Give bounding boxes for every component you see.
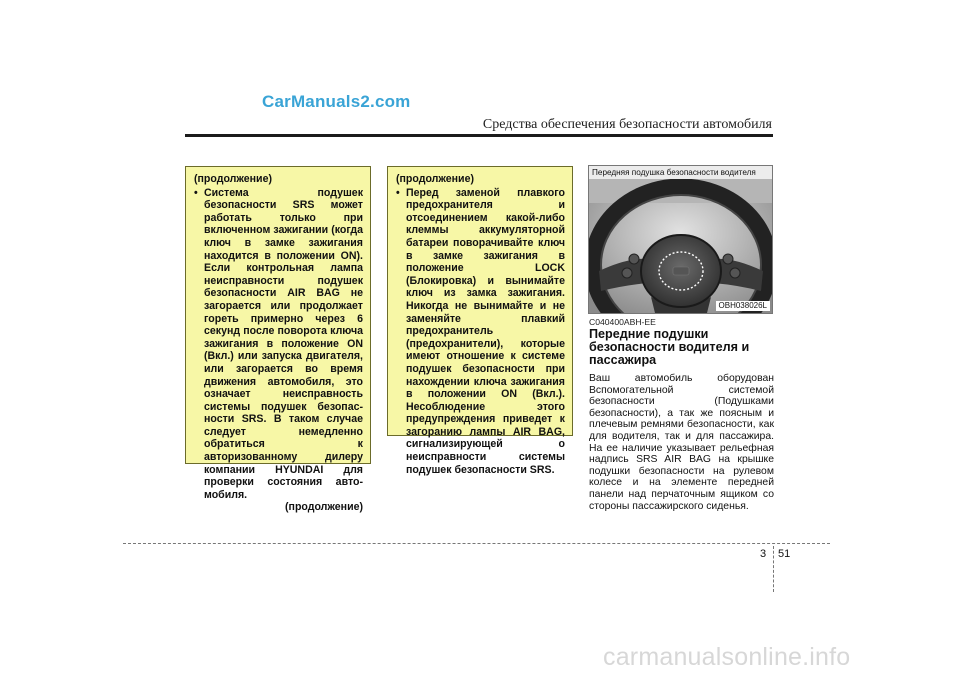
watermark-logo: CarManuals2.com — [262, 92, 411, 111]
notice-bullet-item — [396, 187, 565, 477]
article-body: Ваш автомобиль оборудован Вспомогательной системой безопасности (Подушками безопасности), а так же поясным и плечевым ремнями безопасности, как для водителя, так и для пассажира. На ее наличие указывает рельефная надпись SRS AIR BAG на крышке подушки безопасности на рулевом колесе и на элементе передней панели над перчаточным ящиком со стороны пассажирского сиденья. — [589, 373, 774, 512]
steering-wheel-figure — [588, 165, 773, 314]
article-heading: Передние подушки безопасности водителя и пассажира — [589, 327, 750, 367]
notice-box-srs — [185, 166, 371, 514]
section-title: Средства обеспечения безопасности автомобиля — [482, 117, 772, 132]
footer-rule — [123, 543, 830, 544]
notice-continued-label: (продолжение) — [194, 173, 272, 185]
page-number-divider — [773, 546, 774, 592]
steering-wheel-photo-icon — [589, 179, 772, 313]
notice-continues-label: (продолжение) — [285, 501, 363, 514]
notice-text: Система подушек безопасности SRS может работать только при включенном зажигании (когда ключ в замке зажигания находится в положении ON). Если контрольная лампа неисправности подушек безопасности AIR BAG не загорается или продолжает гореть примерно через 6 секунд после поворота ключа зажигания в положение ON (Вкл.) или запуска двигателя, или загорается во время движения автомобиля, это означает неисправность системы подушек безопас-ности SRS. В таком случае следует немедленно обратиться к авторизованному дилеру компании HYUNDAI для проверки состояния авто-мобиля. — [204, 186, 363, 501]
figure-caption: Передняя подушка безопасности водителя — [589, 166, 772, 180]
notice-bullet-item — [194, 187, 363, 502]
page-number: 51 — [778, 548, 791, 560]
notice-box-fuse — [387, 166, 573, 476]
bullet-icon: • — [396, 186, 400, 199]
article-code: C040400ABH-EE — [589, 317, 656, 327]
figure-code: OBH038026L — [716, 301, 770, 311]
bullet-icon: • — [194, 186, 198, 199]
chapter-number: 3 — [760, 548, 767, 560]
notice-text: Перед заменой плавкого предохранителя и отсоединением какой-либо клеммы аккумуляторной батареи поворачивайте ключ в замке зажигания в положение LOCK (Блокировка) и вынимайте ключ из замка зажигания. Никогда не вынимайте и не заменяйте плавкий предохранитель (предохранители), которые имеют отношение к системе подушек безопасности при нахождении ключа зажигания в положении ON (Вкл.). Несоблюдение этого предупреждения приведет к загоранию лампы AIR BAG, сигнализирующей о неисправности системы подушек безопасности SRS. — [406, 186, 565, 476]
notice-continued-label: (продолжение) — [396, 173, 474, 185]
header-rule — [185, 134, 773, 137]
watermark-footer: carmanualsonline.info — [603, 643, 851, 671]
